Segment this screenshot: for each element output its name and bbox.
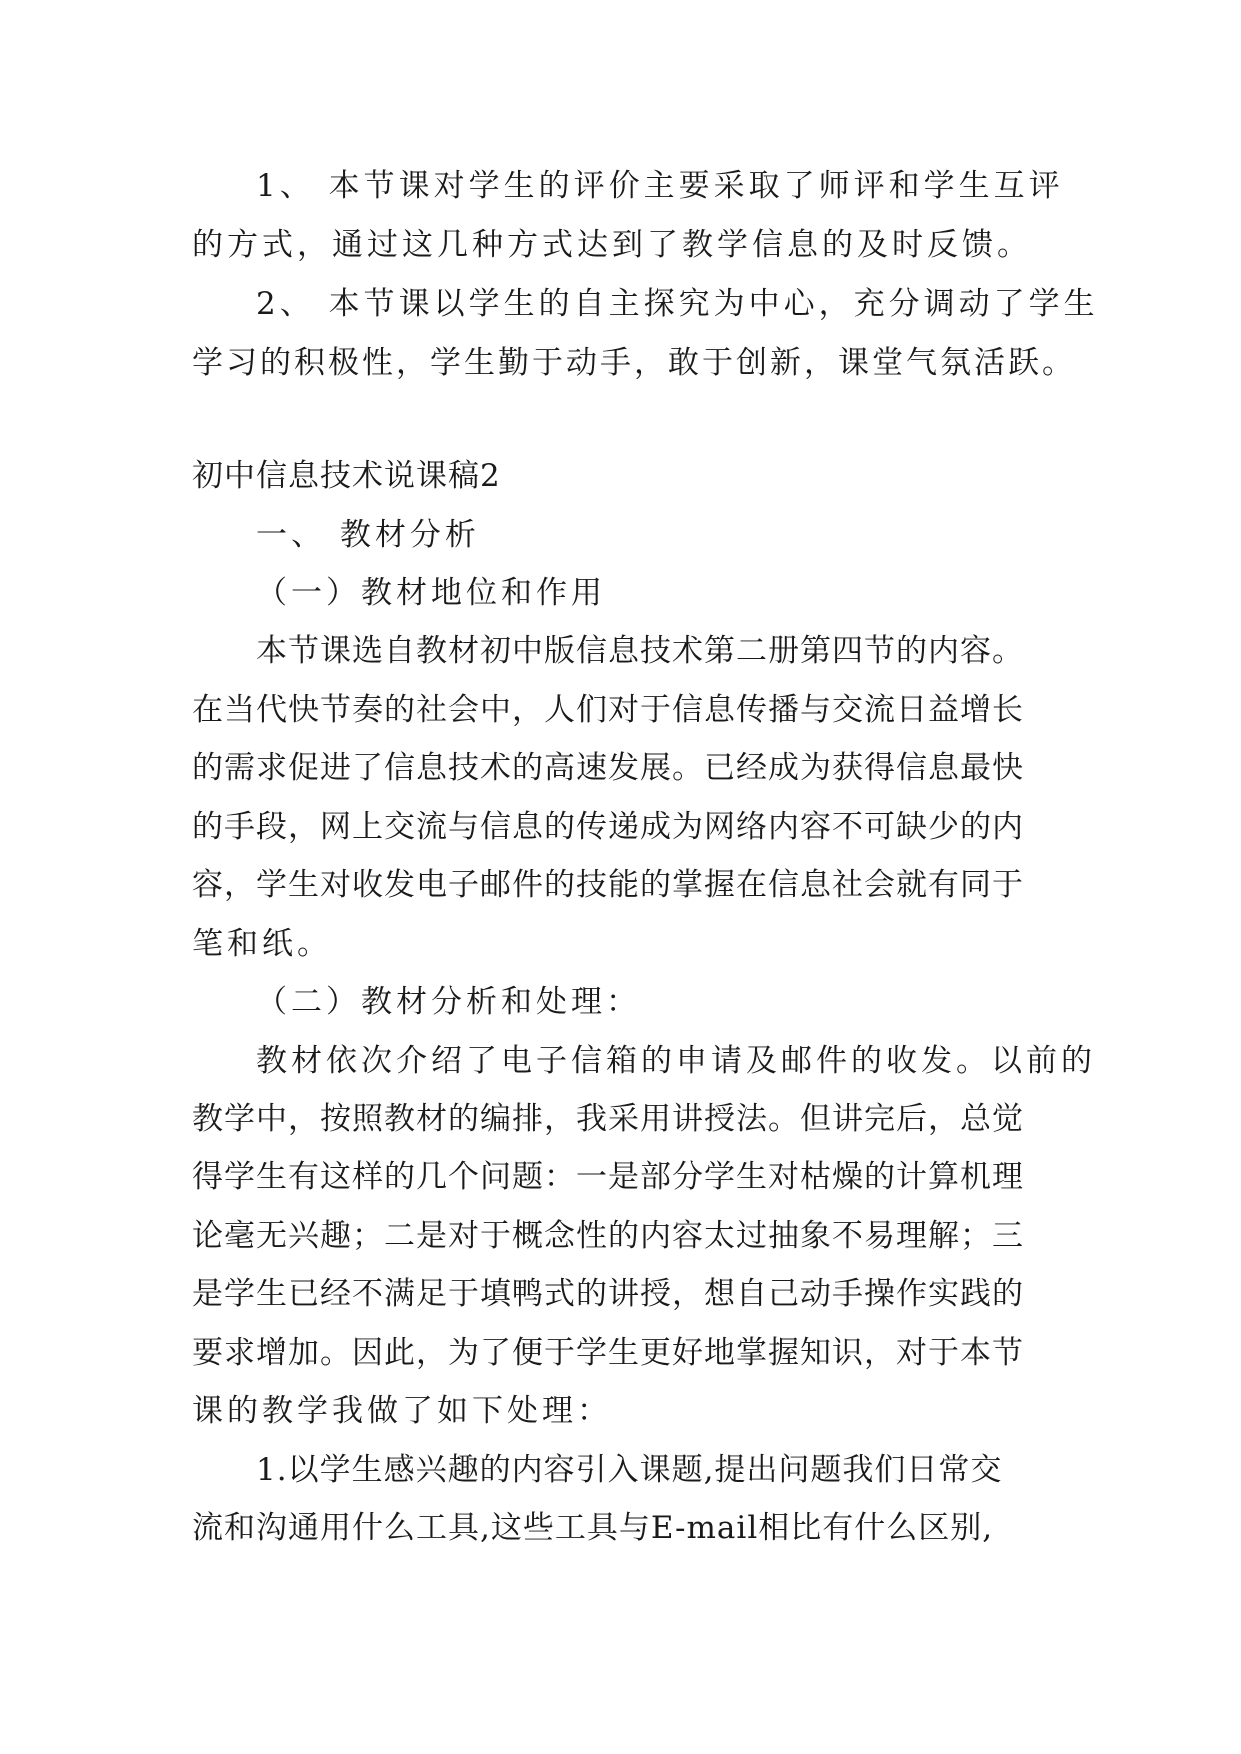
- text-line-7: 的需求促进了信息技术的高速发展。已经成为获得信息最快: [192, 750, 1024, 786]
- text-line-5: 本节课选自教材初中版信息技术第二册第四节的内容。: [256, 633, 1024, 669]
- text-line-3: 2、 本节课以学生的自主探究为中心，充分调动了学生: [256, 286, 1099, 322]
- text-line-14: 论毫无兴趣；二是对于概念性的内容太过抽象不易理解；三: [192, 1218, 1024, 1254]
- text-line-2: 的方式，通过这几种方式达到了教学信息的及时反馈。: [192, 227, 1032, 263]
- text-line-9: 容，学生对收发电子邮件的技能的掌握在信息社会就有同于: [192, 867, 1024, 903]
- text-line-13: 得学生有这样的几个问题：一是部分学生对枯燥的计算机理: [192, 1159, 1024, 1195]
- text-line-6: 在当代快节奏的社会中，人们对于信息传播与交流日益增长: [192, 692, 1024, 728]
- text-line-1: 1、 本节课对学生的评价主要采取了师评和学生互评: [256, 168, 1064, 204]
- section-title: 初中信息技术说课稿2: [192, 458, 501, 494]
- text-line-18: 1.以学生感兴趣的内容引入课题,提出问题我们日常交: [256, 1452, 1003, 1488]
- text-line-17: 课的教学我做了如下处理：: [192, 1393, 612, 1429]
- text-line-10: 笔和纸。: [192, 926, 332, 962]
- text-line-8: 的手段，网上交流与信息的传递成为网络内容不可缺少的内: [192, 809, 1024, 845]
- heading-1: 一、 教材分析: [256, 517, 480, 553]
- subheading-2: （二）教材分析和处理：: [256, 984, 641, 1020]
- text-line-12: 教学中，按照教材的编排，我采用讲授法。但讲完后，总觉: [192, 1101, 1024, 1137]
- text-line-19: 流和沟通用什么工具,这些工具与E-mail相比有什么区别,: [192, 1510, 994, 1546]
- text-line-16: 要求增加。因此，为了便于学生更好地掌握知识，对于本节: [192, 1335, 1024, 1371]
- text-line-15: 是学生已经不满足于填鸭式的讲授，想自己动手操作实践的: [192, 1276, 1024, 1312]
- text-line-4: 学习的积极性，学生勤于动手，敢于创新，课堂气氛活跃。: [192, 345, 1076, 381]
- subheading-1: （一）教材地位和作用: [256, 575, 606, 611]
- text-line-11: 教材依次介绍了电子信箱的申请及邮件的收发。以前的: [256, 1043, 1096, 1079]
